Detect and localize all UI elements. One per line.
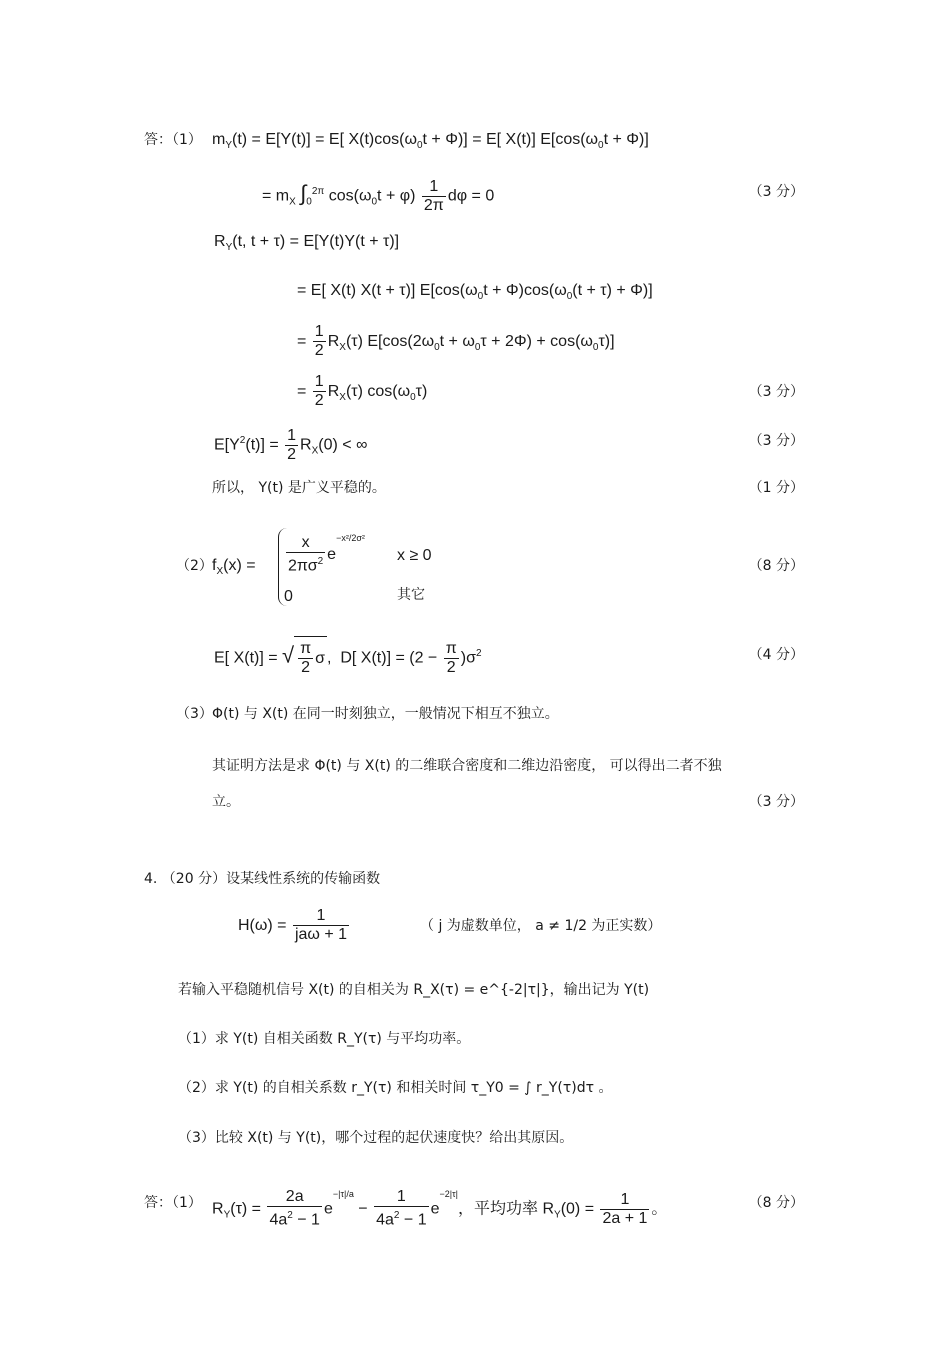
part-3-label: （3）: [176, 706, 213, 722]
part-3-proof-end: 立。: [212, 794, 240, 810]
score-autocorr: （3 分）: [748, 384, 804, 400]
part-3-statement: Φ(t) 与 X(t) 在同一时刻独立，一般情况下相互不独立。: [212, 706, 559, 722]
score-q4-answer: （8 分）: [748, 1195, 804, 1211]
pdf-other: 其它: [397, 587, 425, 603]
score-pdf: （8 分）: [748, 558, 804, 574]
fraction-one-over-two-pi: $\frac{1}{2\pi}$: [423, 177, 444, 214]
equation-autocorr-def: $R_Y(t$, t + τ) = E[Y(t)Y(t + τ)]: [214, 233, 400, 254]
part-2-label: （2）: [176, 558, 213, 574]
equation-mean-integral: = $m_X$ $\int_0^{2\pi}$ $\cos(\omega_0t + \varphi)$ $\frac{1}{2\pi}$ dφ = 0: [262, 177, 495, 214]
transfer-function: H(ω) = 1 jaω + 1: [238, 907, 348, 944]
pdf-case-positive: $\frac{x}{2\pi\sigma^2}$ $e^{-x^2/2\sigma^2}$: [288, 532, 365, 575]
score-conclusion: （1 分）: [748, 480, 804, 496]
fraction-2a: $\frac{2a}{4a^2 - 1}$: [269, 1188, 320, 1229]
conclusion-wide-sense-stationary: 所以， Y(t) 是广义平稳的。: [212, 480, 386, 496]
equation-autocorr-product: = $\frac{1}{2}$ $R_X(\tau) E[\cos(2\omega_0t + \omega_0\tau + 2\Phi) + \cos(\omega_0\tau)]$: [297, 323, 615, 360]
question-4-part-2: （2）求 Y(t) 的自相关系数 r_Y(τ) 和相关时间 τ_Y0 = ∫ r_Y(τ)dτ 。: [178, 1080, 613, 1096]
pdf-lhs: $f_X(x)$ =: [212, 557, 256, 578]
score-mean: （3 分）: [748, 184, 804, 200]
question-4-part-1: （1）求 Y(t) 自相关函数 R_Y(τ) 与平均功率。: [178, 1031, 471, 1047]
equation-autocorr-result: = $\frac{1}{2}$ $R_X(\tau)$ $\cos(\omega_0\tau)$: [297, 373, 428, 410]
pdf-condition: x ≥ 0: [397, 547, 432, 564]
equation-mean-y: $m_Y(t) = E[Y(t)] = E$[ $X(t)\cos(\omega_0t + \Phi)] = E$[ X(t)] $E[\cos(\omega_0t + \Phi)]$: [212, 131, 649, 152]
score-moments: （4 分）: [748, 647, 804, 663]
fraction-pi-over-2-a: $\frac{\pi}{2}$: [300, 639, 312, 676]
question-4-part-3: （3）比较 X(t) 与 Y(t)，哪个过程的起伏速度快？给出其原因。: [178, 1130, 574, 1146]
fraction-half-1: $\frac{1}{2}$: [314, 323, 324, 360]
answer-autocorr-output: $R_Y(\tau)$ = $\frac{2a}{4a^2 - 1}$ $e^{-|\tau|/a}$ − $\frac{1}{4a^2 - 1}$ $e^{-2|\tau|}$，平均功率 $R_Y(0)$ = $\frac{1}{2a + 1}$ 。: [212, 1188, 668, 1229]
answer-label-q4: 答：（1）: [144, 1195, 202, 1211]
fraction-half-2: $\frac{1}{2}$: [314, 373, 324, 410]
equation-autocorr-expand: = E[ X(t) X(t + τ)] $E[\cos(\omega_0t + \Phi)\cos(\omega_0(t + \tau) + \Phi)]$: [297, 282, 653, 303]
fraction-half-3: $\frac{1}{2}$: [287, 426, 297, 463]
answer-label-q3: 答：（1）: [144, 132, 202, 148]
score-part-3: （3 分）: [748, 794, 804, 810]
equation-power: $E[Y^2(t)]$ = $\frac{1}{2}$ $R_X(0)$ < ∞: [214, 426, 368, 463]
equation-moments: E[ X(t)] = √ $\frac{\pi}{2}$ σ , D[ X(t)] = (2 − $\frac{\pi}{2}$ )$\sigma^2$: [214, 632, 482, 681]
transfer-note: （ j 为虚数单位， a ≠ 1/2 为正实数）: [420, 918, 662, 934]
fraction-power: $\frac{1}{2a + 1}$: [602, 1190, 648, 1227]
score-power: （3 分）: [748, 433, 804, 449]
fraction-pi-over-2-b: $\frac{\pi}{2}$: [445, 639, 457, 676]
question-4-title: 4. （20 分）设某线性系统的传输函数: [144, 871, 381, 887]
input-signal-statement: 若输入平稳随机信号 X(t) 的自相关为 R_X(τ) = e^{-2|τ|}，输出记为 Y(t): [178, 982, 650, 998]
pdf-case-zero: 0: [284, 588, 293, 605]
fraction-transfer: 1 jaω + 1: [294, 907, 348, 944]
part-3-proof: 其证明方法是求 Φ(t) 与 X(t) 的二维联合密度和二维边沿密度， 可以得出二者不独: [212, 758, 722, 774]
fraction-x-over-2pi-sigma2: $\frac{x}{2\pi\sigma^2}$: [288, 534, 324, 575]
fraction-1-over-4a2: $\frac{1}{4a^2 - 1}$: [376, 1188, 427, 1229]
